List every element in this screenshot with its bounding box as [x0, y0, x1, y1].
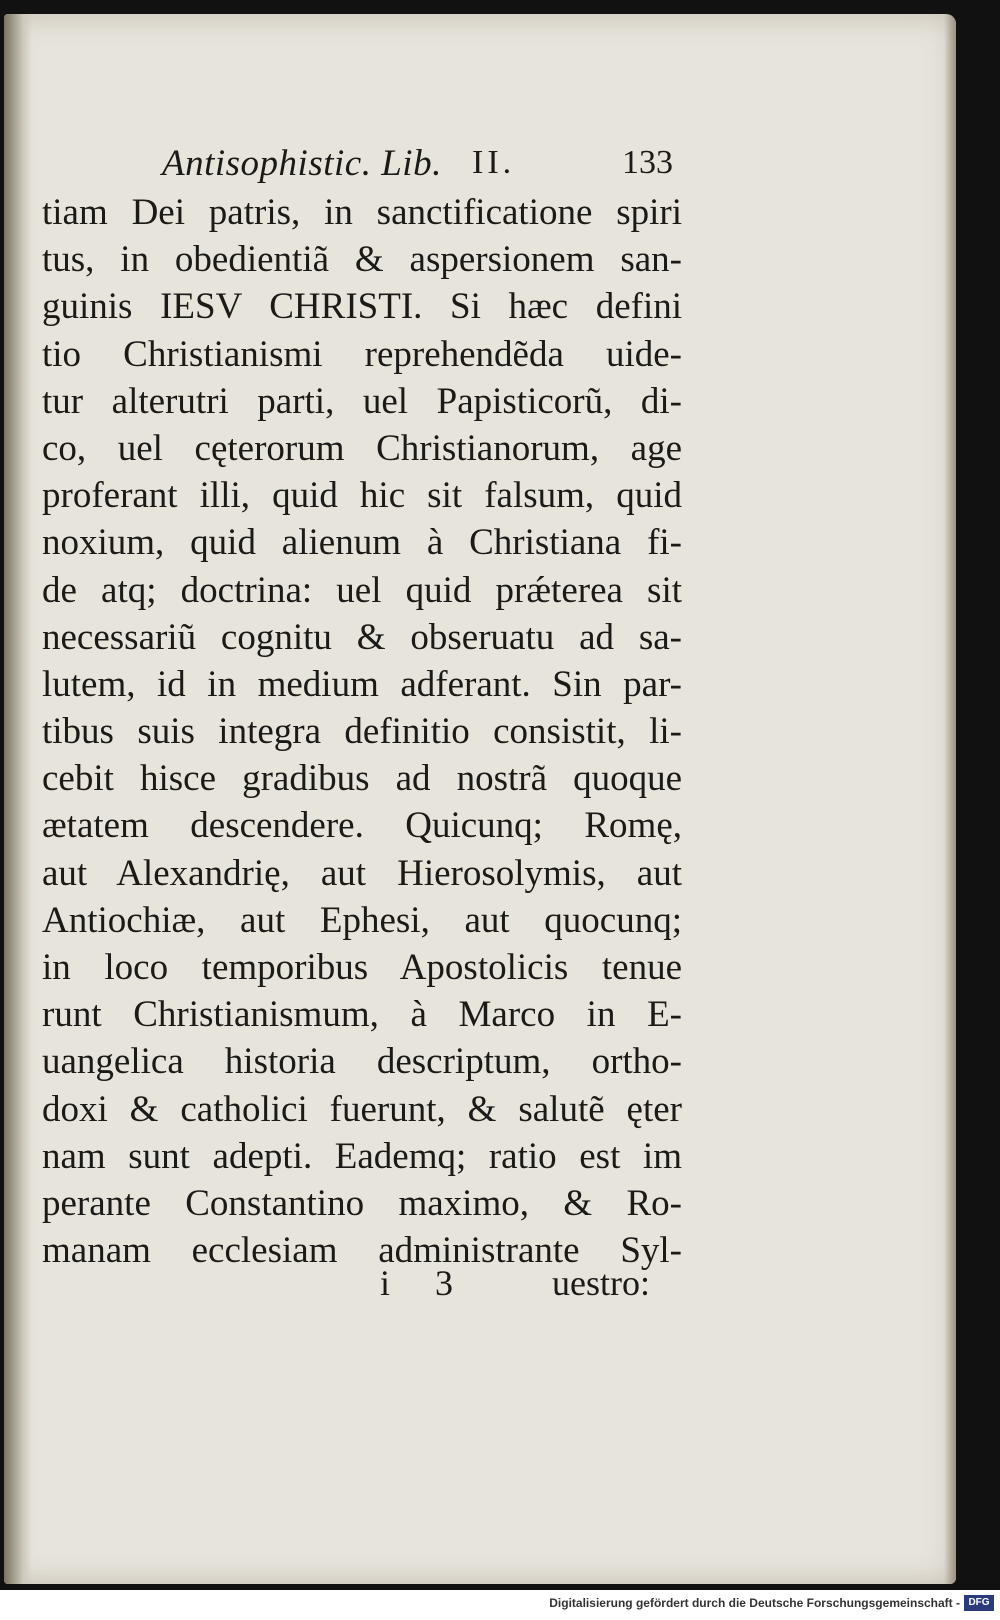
text-line: tus, in obedientiã & aspersionem san-: [42, 239, 682, 281]
digitization-footer: [0, 1590, 1000, 1620]
page-number: 133: [622, 144, 673, 181]
text-line: runt Christianismum, à Marco in E-: [42, 994, 682, 1036]
text-line: ætatem descendere. Quicunq; Romę,: [42, 805, 682, 847]
dfg-logo: [964, 1595, 994, 1611]
catchword: uestro:: [552, 1263, 650, 1303]
text-line: proferant illi, quid hic sit falsum, quid: [42, 475, 682, 517]
page-gutter-shadow: [4, 14, 32, 1584]
funding-credit: Digitalisierung gefördert durch die Deutsche Forschungsgemeinschaft -: [549, 1596, 960, 1610]
dfg-logo-text: DFG: [968, 1597, 990, 1608]
text-line: tibus suis integra definitio consistit, li-: [42, 711, 682, 753]
text-line: aut Alexandrię, aut Hierosolymis, aut: [42, 852, 682, 894]
book-numeral: II.: [472, 144, 516, 181]
text-line: cebit hisce gradibus ad nostrã quoque: [42, 758, 682, 800]
text-line: in loco temporibus Apostolicis tenue: [42, 947, 682, 988]
signature-mark: i 3: [380, 1263, 472, 1303]
text-line: tur alterutri parti, uel Papisticorũ, di-: [42, 380, 682, 422]
text-line: uangelica historia descriptum, ortho-: [42, 1041, 682, 1083]
text-line: tiam Dei patris, in sanctificatione spiri: [42, 192, 682, 233]
running-header: [162, 142, 682, 188]
text-line: Antiochiæ, aut Ephesi, aut quocunq;: [42, 899, 682, 941]
text-line: nam sunt adepti. Eademq; ratio est im: [42, 1135, 682, 1177]
text-line: doxi & catholici fuerunt, & salutẽ ęter: [42, 1088, 682, 1130]
text-line: guinis IESV CHRISTI. Si hæc defini: [42, 286, 682, 328]
text-line: lutem, id in medium adferant. Sin par-: [42, 663, 682, 705]
running-title: Antisophistic. Lib.: [162, 143, 442, 184]
signature-line: [380, 1262, 680, 1306]
body-text: [42, 189, 682, 1274]
text-line: necessariũ cognitu & obseruatu ad sa-: [42, 616, 682, 658]
text-line: tio Christianismi reprehendẽda uide-: [42, 333, 682, 375]
page-edge-shadow: [944, 14, 956, 1584]
text-line: noxium, quid alienum à Christiana fi-: [42, 522, 682, 564]
text-line: co, uel cęterorum Christianorum, age: [42, 427, 682, 469]
text-line: de atq; doctrina: uel quid prǽterea sit: [42, 569, 682, 611]
text-line: perante Constantino maximo, & Ro-: [42, 1182, 682, 1224]
text-line: manam ecclesiam administrante Syl-: [42, 1230, 682, 1272]
